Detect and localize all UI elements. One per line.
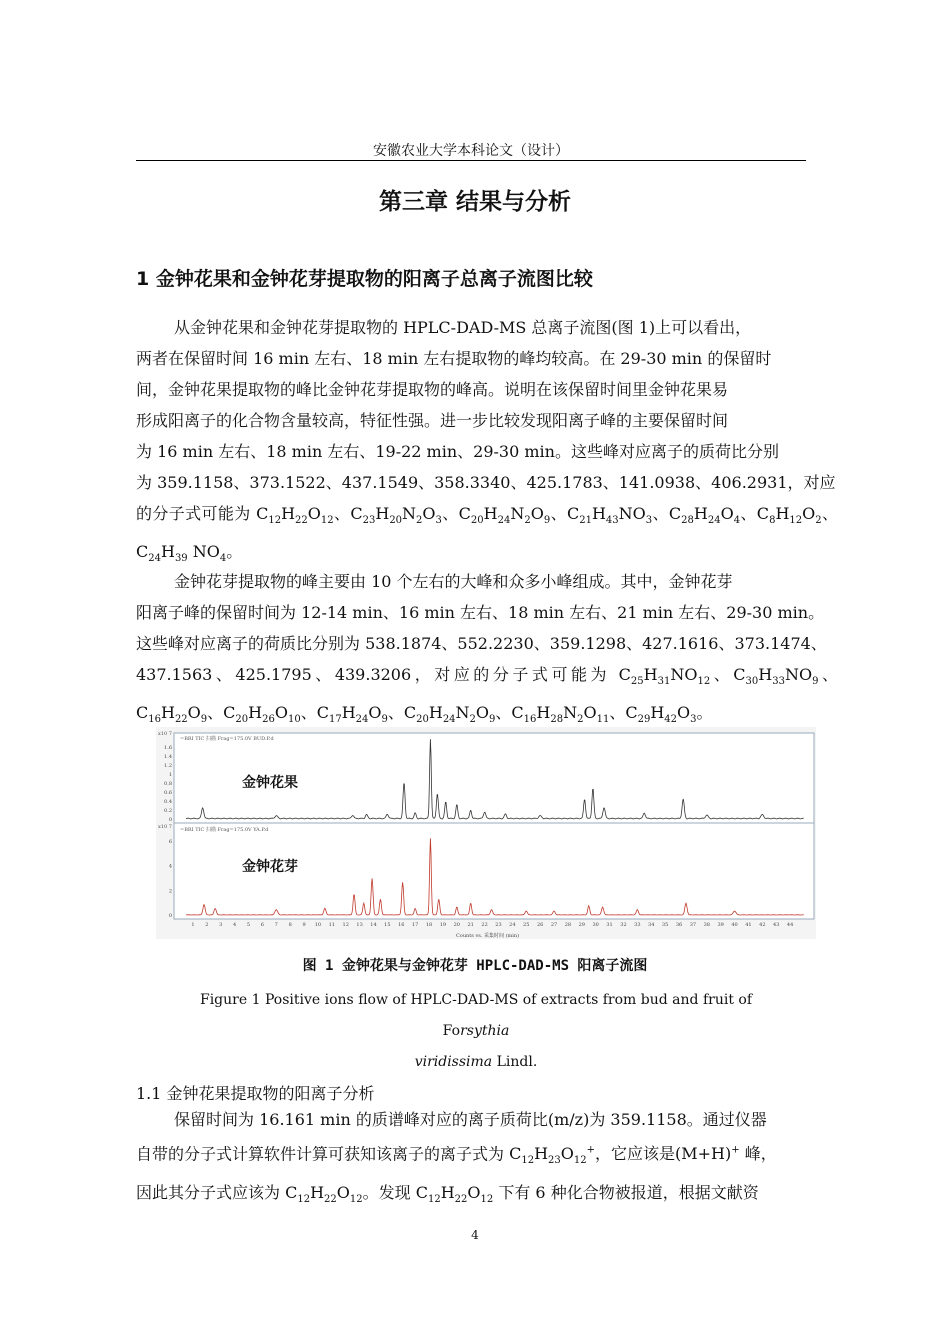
y-tick-label: 1.6 <box>164 745 172 751</box>
x-tick-label: 25 <box>523 922 530 928</box>
x-tick-label: 40 <box>731 922 738 928</box>
x-tick-label: 19 <box>439 922 447 928</box>
x-axis-label: Counts vs. 采集时间 (min) <box>456 933 520 939</box>
paragraph-3 <box>136 1104 838 1215</box>
page-header: 安徽农业大学本科论文（设计） <box>373 143 569 159</box>
header-divider <box>136 160 806 161</box>
x-tick-label: 5 <box>246 922 251 928</box>
para1-formula-line: 的分子式可能为 $C_{12}H_{22}O_{12}$、$C_{23}H_{20}N_2O_3$、$C_{20}H_{24}N_2O_9$、$C_{21}H_{43}NO_3$、$C_{28}H_{24}O_4$、$C_8H_{12}O_2$、$C_{24}H_{39}$ $NO_4$。 <box>136 504 838 565</box>
figure-caption-en: Figure 1 Positive ions flow of HPLC-DAD-MS of extracts from bud and fruit of Forsythia viridissima Lindl. <box>199 992 752 1070</box>
x-tick-label: 27 <box>550 922 558 928</box>
top-y-unit: x10 7 <box>158 731 172 737</box>
x-tick-label: 39 <box>717 922 724 928</box>
x-tick-label: 12 <box>342 922 349 928</box>
para1-line1: 从金钟花果和金钟花芽提取物的 HPLC-DAD-MS 总离子流图(图 1)上可以看出， <box>174 318 752 337</box>
y-tick-label: 2 <box>168 888 172 895</box>
x-tick-label: 24 <box>509 922 516 928</box>
bottom-y-unit: x10 7 <box>158 824 172 830</box>
paragraph-1 <box>136 312 838 574</box>
x-tick-label: 37 <box>689 922 697 928</box>
x-tick-label: 29 <box>578 922 585 928</box>
y-tick-label: 0 <box>168 913 172 919</box>
x-tick-label: 36 <box>675 922 683 928</box>
para1-line5: 为 16 min 左右、18 min 左右、19-22 min、29-30 min。这些峰对应离子的质荷比分别 <box>136 442 779 461</box>
x-tick-label: 38 <box>703 922 710 928</box>
para2-line1: 金钟花芽提取物的峰主要由 10 个左右的大峰和众多小峰组成。其中，金钟花芽 <box>174 572 733 591</box>
x-tick-label: 34 <box>648 922 655 928</box>
x-tick-label: 4 <box>233 922 237 928</box>
para3-line2: 自带的分子式计算软件计算可获知该离子的离子式为 $C_{12}H_{23}O_{12}^+$，它应该是(M+H)+ 峰， <box>136 1144 777 1167</box>
y-tick-label: 1.2 <box>164 763 172 769</box>
para3-line1: 保留时间为 16.161 min 的质谱峰对应的离子质荷比(m/z)为 359.1158。通过仪器 <box>174 1110 767 1129</box>
y-tick-label: 1 <box>168 772 172 778</box>
subsection-title: 1.1 金钟花果提取物的阳离子分析 <box>136 1084 375 1103</box>
figure-caption-cn: 图 1 金钟花果与金钟花芽 HPLC-DAD-MS 阳离子流图 <box>302 958 648 974</box>
x-tick-label: 23 <box>495 922 502 928</box>
x-tick-label: 17 <box>411 922 419 928</box>
para2-line3: 这些峰对应离子的荷质比分别为 538.1874、552.2230、359.1298、427.1616、373.1474、 <box>136 634 827 653</box>
x-tick-label: 11 <box>328 922 336 928</box>
x-tick-label: 8 <box>288 922 292 928</box>
bottom-panel-label: 金钟花芽 <box>242 859 298 875</box>
section-title: 1 金钟花果和金钟花芽提取物的阳离子总离子流图比较 <box>136 268 593 290</box>
x-tick-label: 44 <box>786 922 794 928</box>
para1-line4: 形成阳离子的化合物含量较高，特征性强。进一步比较发现阳离子峰的主要保留时间 <box>136 411 729 430</box>
x-tick-label: 2 <box>205 922 209 928</box>
x-tick-label: 13 <box>356 922 363 928</box>
y-tick-label: 0.2 <box>164 808 172 814</box>
page-number: 4 <box>471 1228 479 1242</box>
top-panel-header: =BRI TIC 扫描 Frag=175.0V BUD.P.d <box>180 736 274 742</box>
x-tick-label: 31 <box>606 922 613 928</box>
x-tick-label: 22 <box>481 922 488 928</box>
x-tick-label: 3 <box>219 922 223 928</box>
paragraph-2 <box>136 566 838 735</box>
x-tick-label: 15 <box>384 922 391 928</box>
x-tick-label: 42 <box>759 922 766 928</box>
y-tick-label: 0.8 <box>164 781 172 787</box>
x-tick-label: 41 <box>745 922 752 928</box>
x-tick-label: 9 <box>302 922 306 928</box>
y-tick-label: 0 <box>168 817 172 823</box>
x-tick-label: 1 <box>191 922 195 928</box>
y-tick-label: 1.4 <box>164 754 172 760</box>
x-tick-label: 14 <box>370 922 377 928</box>
x-tick-label: 6 <box>260 922 264 928</box>
figure-1-chromatogram <box>156 727 816 939</box>
x-tick-label: 35 <box>661 922 669 928</box>
para1-line6: 为 359.1158、373.1522、437.1549、358.3340、425.1783、141.0938、406.2931，对应 <box>136 473 836 492</box>
x-tick-label: 21 <box>467 922 474 928</box>
y-tick-label: 4 <box>168 863 172 870</box>
y-tick-label: 6 <box>168 839 172 845</box>
x-tick-label: 10 <box>314 922 322 928</box>
para3-line3: 因此其分子式应该为 $C_{12}H_{22}O_{12}$。发现 $C_{12}H_{22}O_{12}$ 下有 6 种化合物被报道，根据文献资 <box>136 1182 759 1205</box>
x-tick-label: 33 <box>634 922 641 928</box>
x-tick-label: 28 <box>564 922 572 928</box>
para1-line2: 两者在保留时间 16 min 左右、18 min 左右提取物的峰均较高。在 29-30 min 的保留时 <box>136 349 772 368</box>
bottom-panel-header: =BRI TIC 扫描 Frag=175.0V YA.P.d <box>180 827 269 833</box>
y-tick-label: 0.6 <box>164 790 172 796</box>
x-tick-label: 7 <box>274 922 278 928</box>
x-tick-label: 18 <box>425 922 433 928</box>
x-tick-label: 43 <box>773 922 780 928</box>
top-panel-label: 金钟花果 <box>242 775 298 791</box>
x-tick-label: 32 <box>620 922 627 928</box>
y-tick-label: 0.4 <box>164 799 172 805</box>
x-tick-label: 20 <box>453 922 460 928</box>
para1-line3: 间，金钟花果提取物的峰比金钟花芽提取物的峰高。说明在该保留时间里金钟花果易 <box>136 380 729 399</box>
para2-line2: 阳离子峰的保留时间为 12-14 min、16 min 左右、18 min 左右、21 min 左右、29-30 min。 <box>136 603 825 622</box>
x-tick-label: 26 <box>536 922 544 928</box>
para2-formula-line: 437.1563、425.1795、439.3206，对应的分子式可能为 $C_{25}H_{31}NO_{12}$、$C_{30}H_{33}NO_9$、$C_{16}H_{22}O_9$、$C_{20}H_{26}O_{10}$、$C_{17}H_{24}O_9$、$C_{20}H_{24}N_2O_9$、$C_{16}H_{28}N_2O_{11}$、$C_{29}H_{42}O_3$。 <box>136 665 838 726</box>
x-tick-label: 16 <box>398 922 405 928</box>
x-tick-label: 30 <box>592 922 599 928</box>
chapter-title: 第三章 结果与分析 <box>378 189 571 215</box>
